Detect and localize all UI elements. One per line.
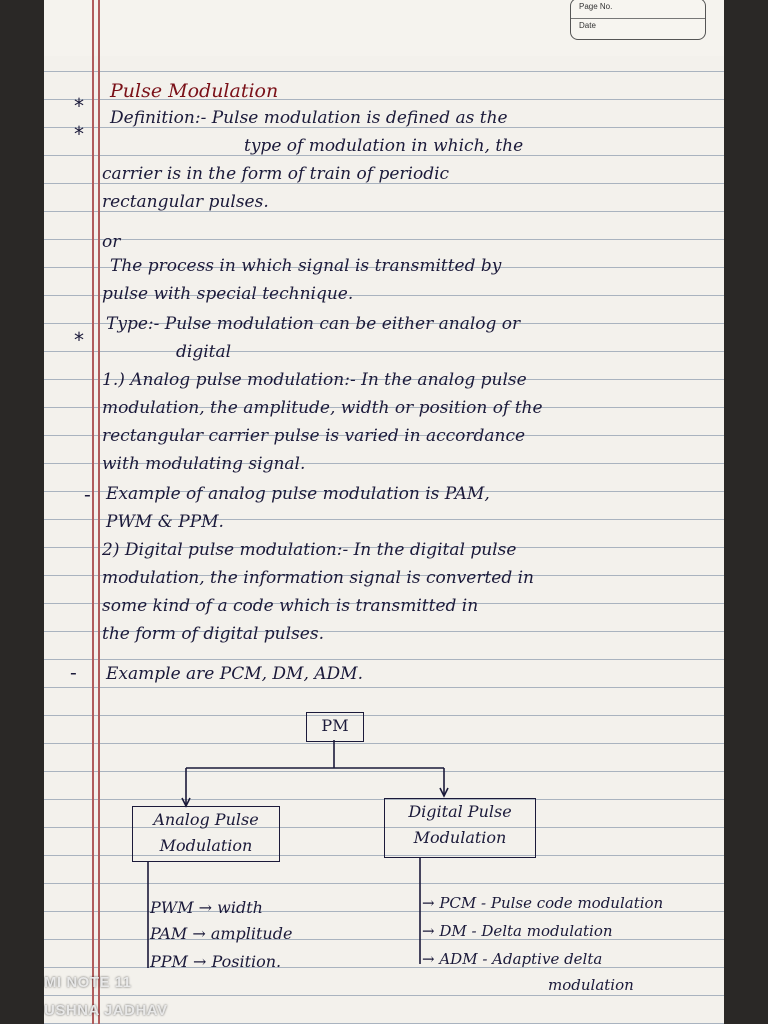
- definition-line-3: carrier is in the form of train of periodic: [102, 164, 450, 184]
- analog-line-1: 1.) Analog pulse modulation:- In the analog pulse: [102, 370, 527, 390]
- digital-line-4: the form of digital pulses.: [102, 624, 324, 644]
- digital-line-2: modulation, the information signal is converted in: [102, 568, 535, 588]
- dash-bullet: -: [70, 660, 77, 684]
- watermark-device: MI NOTE 11: [44, 974, 132, 991]
- digital-item-pcm: → PCM - Pulse code modulation: [422, 894, 664, 912]
- bullet-star-icon: *: [74, 122, 84, 146]
- type-line-2: digital: [176, 342, 232, 362]
- bullet-star-icon: *: [74, 328, 84, 352]
- analog-box-line-1: Analog Pulse: [153, 810, 259, 829]
- process-line-1: The process in which signal is transmitted by: [110, 256, 502, 276]
- date-label: Date: [579, 21, 596, 30]
- analog-line-4: with modulating signal.: [102, 454, 306, 474]
- digital-pulse-box: [384, 798, 536, 858]
- definition-line-4: rectangular pulses.: [102, 192, 269, 212]
- definition-line-2: type of modulation in which, the: [244, 136, 524, 156]
- analog-item-ppm: PPM → Position.: [150, 952, 282, 971]
- digital-item-adm: → ADM - Adaptive delta: [422, 950, 603, 968]
- digital-item-dm: → DM - Delta modulation: [422, 922, 613, 940]
- analog-example-line-1: Example of analog pulse modulation is PAM,: [106, 484, 490, 504]
- page-title: Pulse Modulation: [110, 80, 279, 102]
- type-line-1: Type:- Pulse modulation can be either analog or: [106, 314, 521, 334]
- or-label: or: [102, 232, 121, 252]
- digital-example: Example are PCM, DM, ADM.: [106, 664, 363, 684]
- digital-line-1: 2) Digital pulse modulation:- In the digital pulse: [102, 540, 517, 560]
- digital-item-adm-cont: modulation: [548, 976, 634, 994]
- process-line-2: pulse with special technique.: [102, 284, 354, 304]
- pm-root-box: [306, 712, 364, 742]
- analog-item-pwm: PWM → width: [150, 898, 263, 917]
- digital-line-3: some kind of a code which is transmitted in: [102, 596, 479, 616]
- analog-item-pam: PAM → amplitude: [150, 924, 293, 943]
- tree-connectors: [44, 0, 724, 1024]
- bullet-star-icon: *: [74, 94, 84, 118]
- definition-line-1: Definition:- Pulse modulation is defined as the: [110, 108, 508, 128]
- analog-example-line-2: PWM & PPM.: [106, 512, 224, 532]
- analog-box-line-2: Modulation: [159, 836, 253, 855]
- analog-pulse-box: [132, 806, 280, 862]
- watermark-name: USHNA JADHAV: [44, 1002, 168, 1019]
- digital-box-line-2: Modulation: [413, 828, 507, 847]
- pm-root-label: PM: [321, 716, 349, 735]
- digital-box-line-1: Digital Pulse: [408, 802, 512, 821]
- page-no-label: Page No.: [579, 2, 613, 11]
- notebook-page: [44, 0, 724, 1024]
- analog-line-3: rectangular carrier pulse is varied in accordance: [102, 426, 526, 446]
- dash-bullet: -: [84, 482, 91, 506]
- analog-line-2: modulation, the amplitude, width or position of the: [102, 398, 543, 418]
